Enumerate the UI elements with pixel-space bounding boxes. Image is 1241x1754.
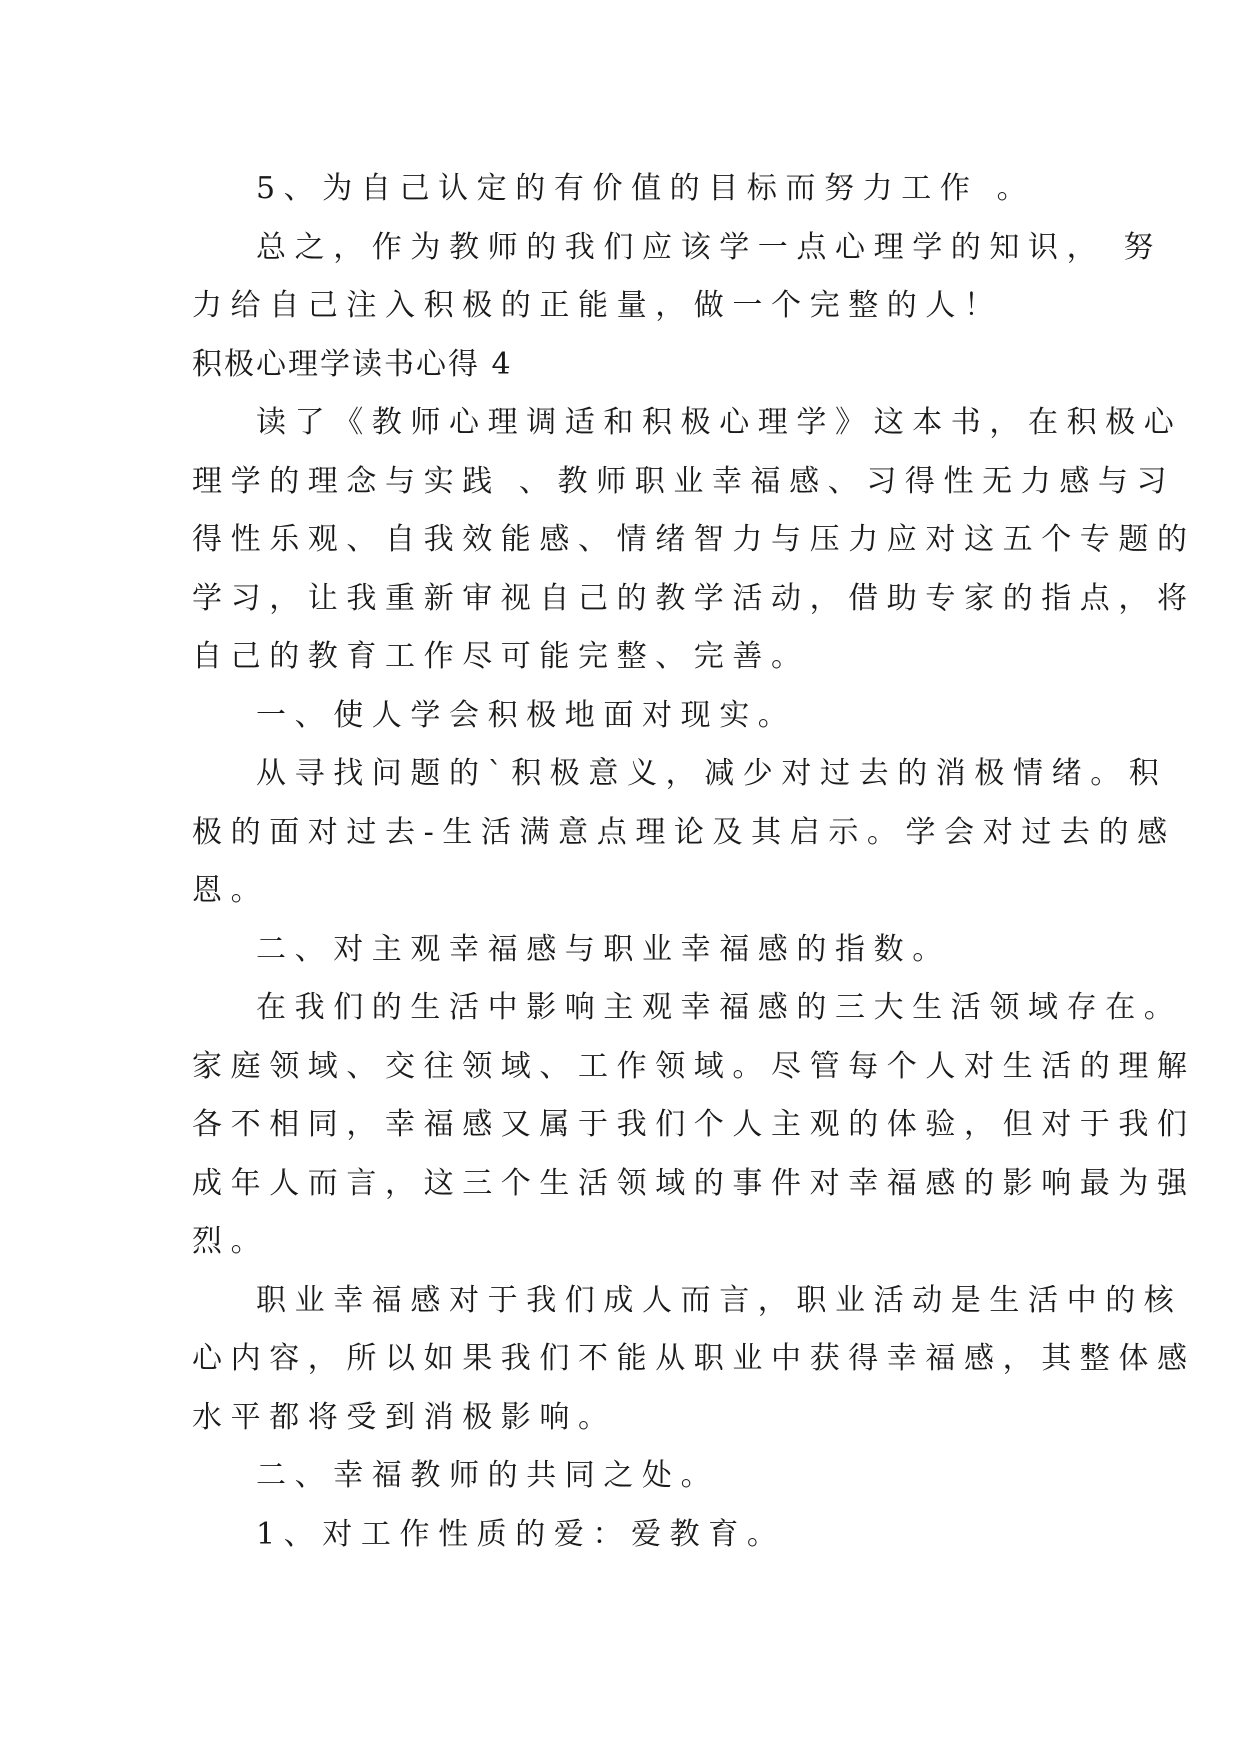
paragraph-line: 从寻找问题的`积极意义，减少对过去的消极情绪。积 [256,756,1168,791]
paragraph-line: 二、幸福教师的共同之处。 [256,1458,720,1493]
paragraph-line: 各不相同，幸福感又属于我们个人主观的体验，但对于我们 [192,1107,1196,1142]
paragraph-line: 二、对主观幸福感与职业幸福感的指数。 [256,931,951,967]
paragraph-line: 恩。 [192,873,270,908]
paragraph-line: 一、使人学会积极地面对现实。 [256,697,797,733]
paragraph-line: 成年人而言，这三个生活领域的事件对幸福感的影响最为强 [192,1165,1196,1201]
paragraph-line: 学习，让我重新审视自己的教学活动，借助专家的指点，将 [192,580,1196,616]
paragraph-line: 极的面对过去-生活满意点理论及其启示。学会对过去的感 [192,814,1176,850]
paragraph-line: 5、为自己认定的有价值的目标而努力工作 。 [256,171,1036,206]
paragraph-line: 自己的教育工作尽可能完整、完善。 [192,639,810,674]
paragraph-line: 家庭领域、交往领域、工作领域。尽管每个人对生活的理解 [192,1048,1196,1084]
document-body [192,160,1196,1564]
paragraph-line: 总之，作为教师的我们应该学一点心理学的知识， 努 [256,229,1162,265]
paragraph-line: 职业幸福感对于我们成人而言，职业活动是生活中的核 [256,1282,1183,1318]
paragraph-line: 读了《教师心理调适和积极心理学》这本书，在积极心 [256,405,1183,440]
paragraph-line: 得性乐观、自我效能感、情绪智力与压力应对这五个专题的 [192,522,1196,557]
section-heading: 积极心理学读书心得 4 [192,346,513,382]
paragraph-line: 水平都将受到消极影响。 [192,1399,617,1435]
paragraph-line: 烈。 [192,1224,270,1259]
paragraph-line: 理学的理念与实践 、教师职业幸福感、习得性无力感与习 [192,463,1176,499]
paragraph-line: 1、对工作性质的爱：爱教育。 [256,1516,786,1552]
paragraph-line: 在我们的生活中影响主观幸福感的三大生活领域存在。 [256,990,1183,1025]
paragraph-line: 力给自己注入积极的正能量，做一个完整的人！ [192,288,1003,323]
paragraph-line: 心内容，所以如果我们不能从职业中获得幸福感，其整体感 [192,1341,1196,1376]
